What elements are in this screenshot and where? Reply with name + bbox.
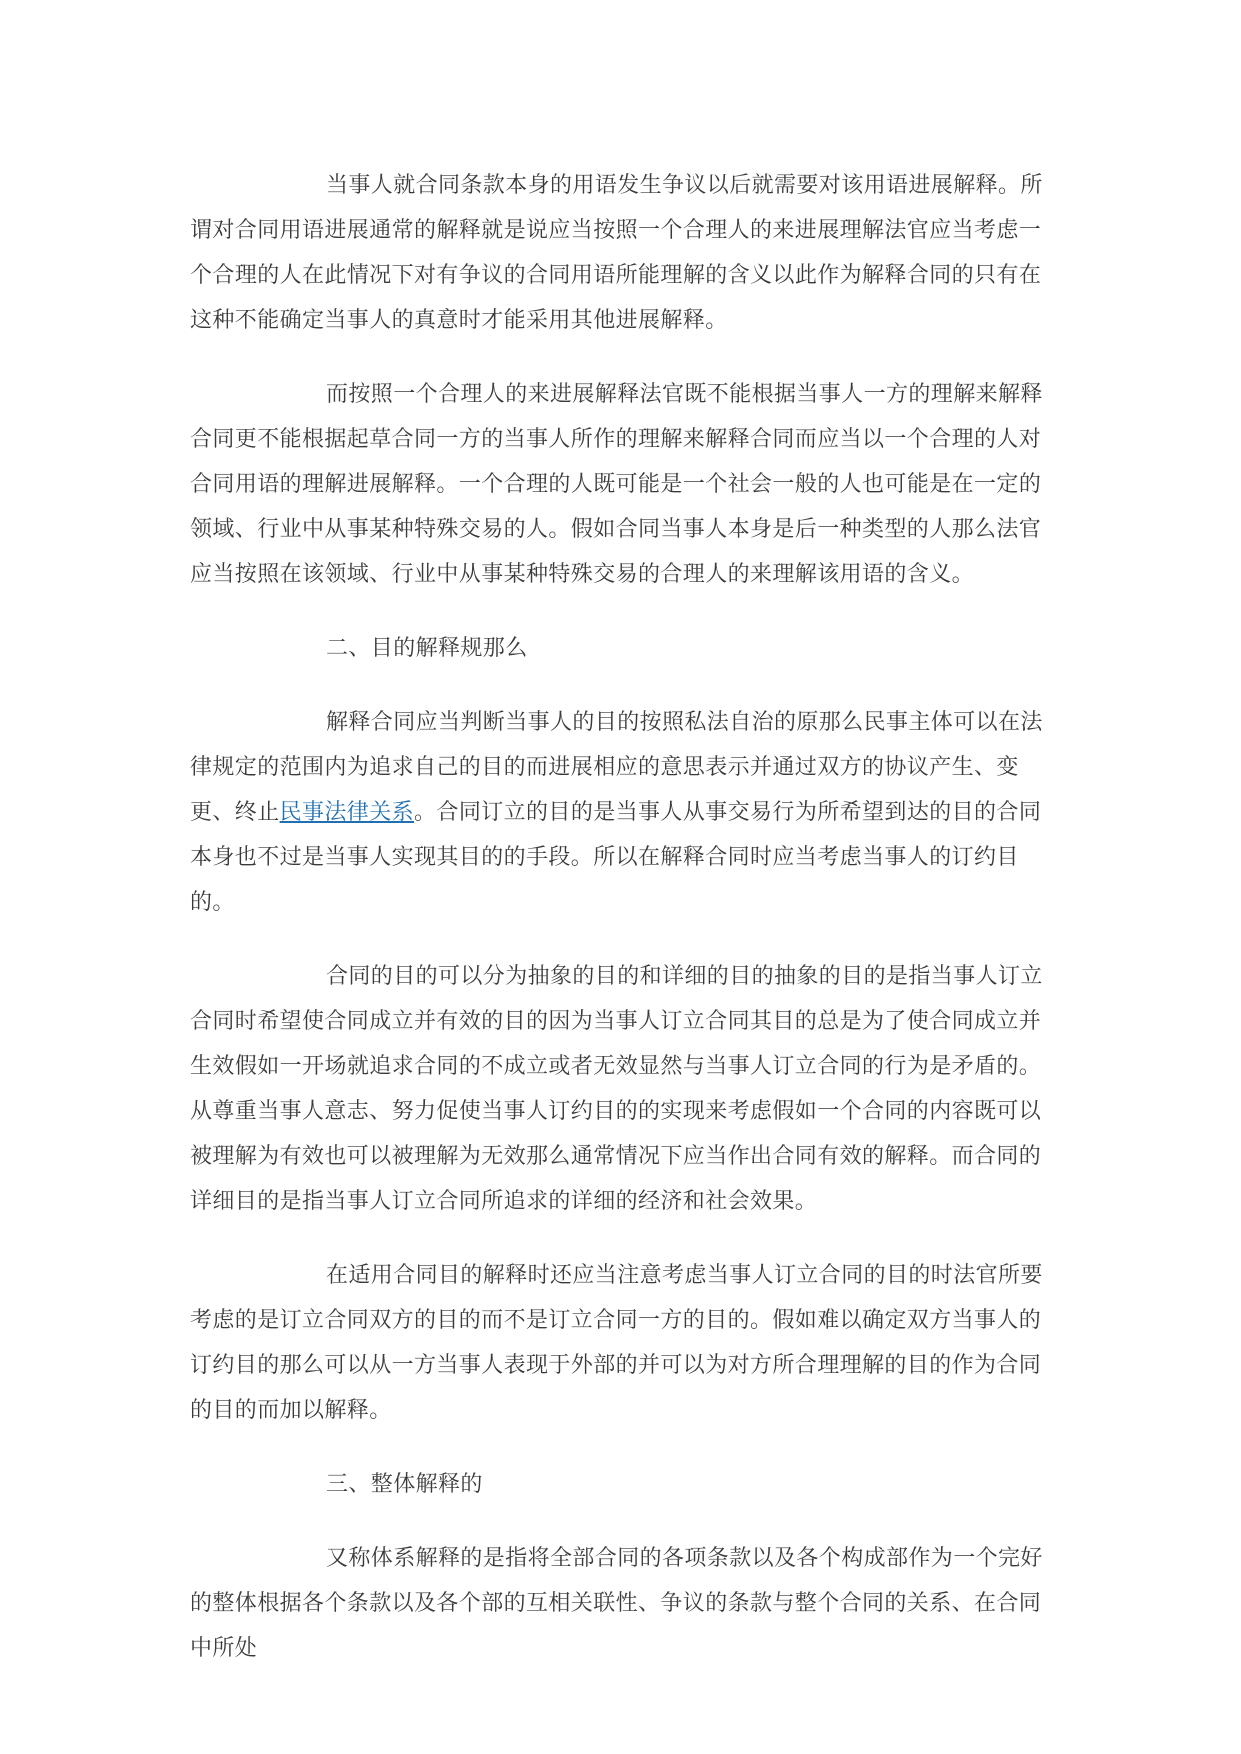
paragraph-6: [190, 1536, 1052, 1671]
paragraph-4-line-2: 同时希望使合同成立并有效的目的因为当事人订立合同其目的总是为了使合同成立并生效: [190, 1009, 1042, 1079]
paragraph-1-line-4: 能确定当事人的真意时才能采用其他进展解释。: [257, 308, 728, 333]
paragraph-4-line-4: 事人意志、努力促使当事人订约目的的实现来考虑假如一个合同的内容既可以被理解为有效: [190, 1099, 1042, 1169]
paragraph-3-line-3: 。合同订立的目的是当事人从事交易行为所希望到达的目的合同本身也不过是: [190, 800, 1042, 870]
paragraph-3: [190, 700, 1052, 925]
paragraph-5: [190, 1253, 1052, 1433]
paragraph-5-line-3: 的那么可以从一方当事人表现于外部的并可以为对方所合理理解的目的作为合同的目的而: [190, 1353, 1042, 1423]
paragraph-4: [190, 954, 1052, 1224]
paragraph-5-line-2: 虑的是订立合同双方的目的而不是订立合同一方的目的。假如难以确定双方当事人的订约目: [190, 1308, 1042, 1378]
paragraph-3-line-1: 解释合同应当判断当事人的目的按照私法自治的原那么民事主体可以在法律: [190, 710, 1043, 780]
paragraph-4-line-5: 也可以被理解为无效那么通常情况下应当作出合同有效的解释。而合同的详细目的是指当事: [190, 1144, 1042, 1214]
paragraph-2-line-3: 用语的理解进展解释。一个合理的人既可能是一个社会一般的人也可能是在一定的领域、行: [190, 472, 1042, 542]
paragraph-1-line-3: 理的人在此情况下对有争议的合同用语所能理解的含义以此作为解释合同的只有在这种不: [190, 263, 1042, 333]
paragraph-4-line-6: 人订立合同所追求的详细的经济和社会效果。: [369, 1189, 818, 1214]
paragraph-3-line-2: 规定的范围内为追求自己的目的而进展相应的意思表示并通过双方的协议产生、变更、终止: [190, 755, 1019, 825]
civil-legal-relation-link[interactable]: 民事法律关系: [279, 800, 415, 825]
paragraph-2-line-4: 业中从事某种特殊交易的人。假如合同当事人本身是后一种类型的人那么法官应当按照在该: [190, 517, 1042, 587]
paragraph-1: [190, 163, 1052, 343]
paragraph-2: [190, 372, 1052, 597]
document-page: [190, 163, 1052, 1700]
paragraph-1-line-1: 当事人就合同条款本身的用语发生争议以后就需要对该用语进展解释。所谓: [190, 173, 1043, 243]
paragraph-1-line-2: 对合同用语进展通常的解释就是说应当按照一个合理人的来进展理解法官应当考虑一个合: [190, 218, 1042, 288]
paragraph-4-line-3: 假如一开场就追求合同的不成立或者无效显然与当事人订立合同的行为是矛盾的。从尊重当: [190, 1054, 1042, 1124]
paragraph-2-line-5: 领域、行业中从事某种特殊交易的合理人的来理解该用语的含义。: [324, 562, 975, 587]
section-heading-2: 二、目的解释规那么: [326, 636, 528, 661]
paragraph-5-line-1: 在适用合同目的解释时还应当注意考虑当事人订立合同的目的时法官所要考: [190, 1263, 1043, 1333]
paragraph-6-line-1: 又称体系解释的是指将全部合同的各项条款以及各个构成部作为一个完好的: [190, 1546, 1043, 1616]
paragraph-2-line-2: 同更不能根据起草合同一方的当事人所作的理解来解释合同而应当以一个合理的人对合同: [190, 427, 1042, 497]
paragraph-5-line-4: 加以解释。: [279, 1398, 392, 1423]
paragraph-4-line-1: 合同的目的可以分为抽象的目的和详细的目的抽象的目的是指当事人订立合: [190, 964, 1043, 1034]
section-heading-3: 三、整体解释的: [326, 1472, 483, 1497]
paragraph-2-line-1: 而按照一个合理人的来进展解释法官既不能根据当事人一方的理解来解释合: [190, 382, 1043, 452]
paragraph-6-line-2: 整体根据各个条款以及各个部的互相关联性、争议的条款与整个合同的关系、在合同中所处: [190, 1591, 1042, 1661]
paragraph-3-line-4: 当事人实现其目的的手段。所以在解释合同时应当考虑当事人的订约目的。: [190, 845, 1019, 915]
